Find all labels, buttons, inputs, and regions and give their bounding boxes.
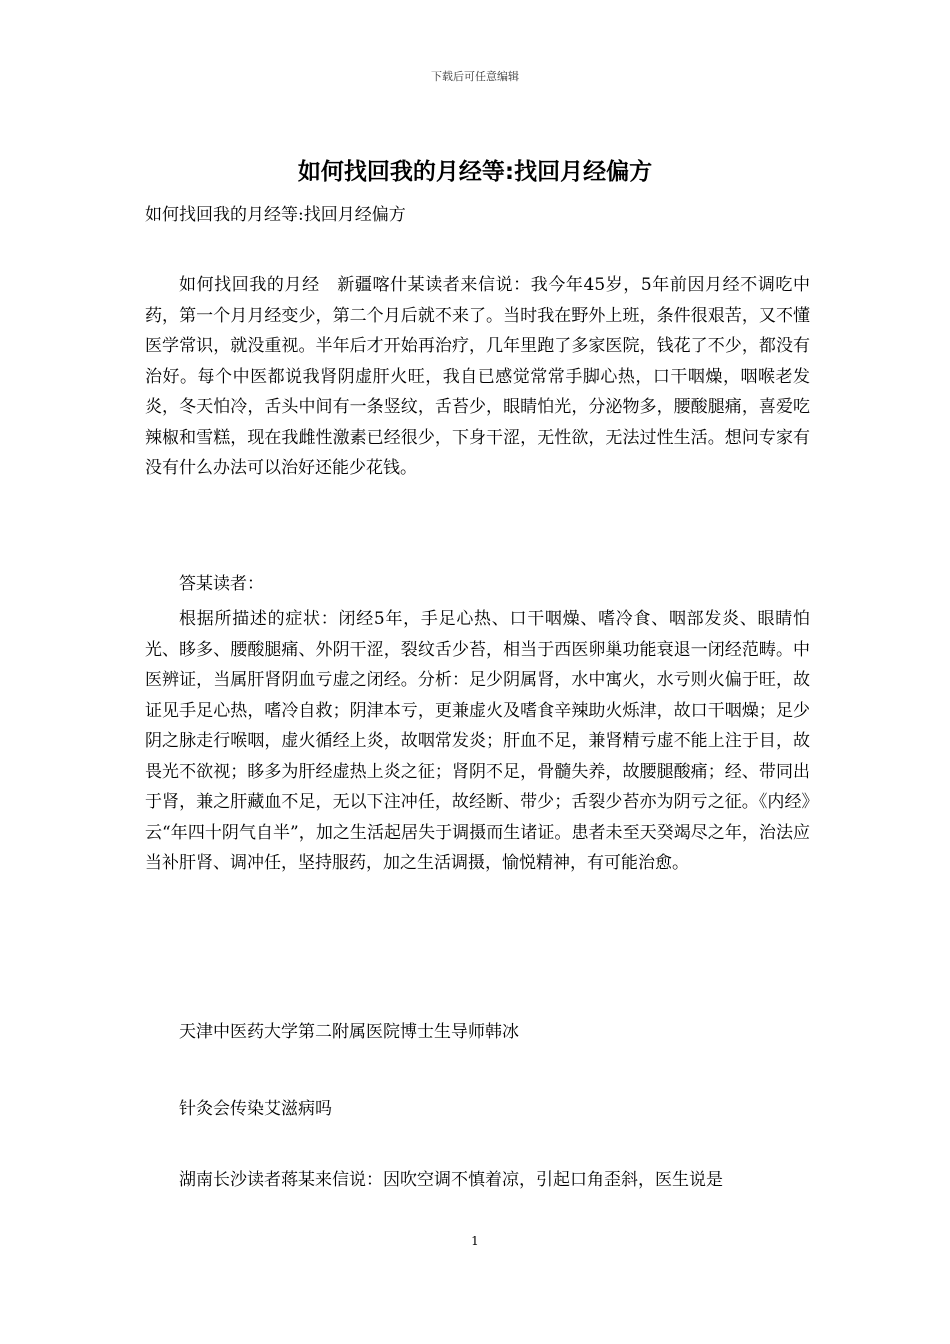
header-note: 下载后可任意编辑 (431, 70, 519, 83)
paragraph-signature: 天津中医药大学第二附属医院博士生导师韩冰 (179, 1022, 519, 1042)
document-title: 如何找回我的月经等:找回月经偏方 (297, 159, 653, 185)
paragraph-second-letter: 湖南长沙读者蒋某来信说：因吹空调不慎着凉，引起口角歪斜，医生说是 (179, 1170, 723, 1190)
paragraph-reader-letter: 如何找回我的月经 新疆喀什某读者来信说：我今年45岁，5年前因月经不调吃中药，第一个月月经变少，第二个月后就不来了。当时我在野外上班，条件很艰苦，又不懂医学常识，就没重视。半年后才开始再治疗，几年里跑了多家医院，钱花了不少，都没有治好。每个中医都说我肾阴虚肝火旺，我自已感觉常常手脚心热，口干咽燥，咽喉老发炎，冬天怕冷，舌头中间有一条竖纹，舌苔少，眼睛怕光，分泌物多，腰酸腿痛，喜爱吃辣椒和雪糕，现在我雌性激素已经很少，下身干涩，无性欲，无法过性生活。想问专家有没有什么办法可以治好还能少花钱。 (145, 275, 810, 478)
document-subtitle: 如何找回我的月经等:找回月经偏方 (145, 205, 406, 225)
paragraph-reply-salutation: 答某读者： (179, 574, 264, 594)
page-number: 1 (471, 1234, 479, 1248)
paragraph-reply-body: 根据所描述的症状：闭经5年，手足心热、口干咽燥、嗜冷食、咽部发炎、眼睛怕光、眵多、腰酸腿痛、外阴干涩，裂纹舌少苔，相当于西医卵巢功能衰退一闭经范畴。中医辨证，当属肝肾阴血亏虚之闭经。分析：足少阴属肾，水中寓火，水亏则火偏于旺，故证见手足心热，嗜冷自救；阴津本亏，更兼虚火及嗜食辛辣助火烁津，故口干咽燥；足少阴之脉走行喉咽，虚火循经上炎，故咽常发炎；肝血不足，兼肾精亏虚不能上注于目，故畏光不欲视；眵多为肝经虚热上炎之征；肾阴不足，骨髓失养，故腰腿酸痛；经、带同出于肾，兼之肝藏血不足，无以下注冲任，故经断、带少；舌裂少苔亦为阴亏之征。《内经》云“年四十阴气自半”，加之生活起居失于调摄而生诸证。患者未至天癸竭尽之年，治法应当补肝肾、调冲任，坚持服药，加之生活调摄，愉悦精神，有可能治愈。 (145, 609, 810, 873)
section-heading-acupuncture: 针灸会传染艾滋病吗 (179, 1099, 332, 1119)
